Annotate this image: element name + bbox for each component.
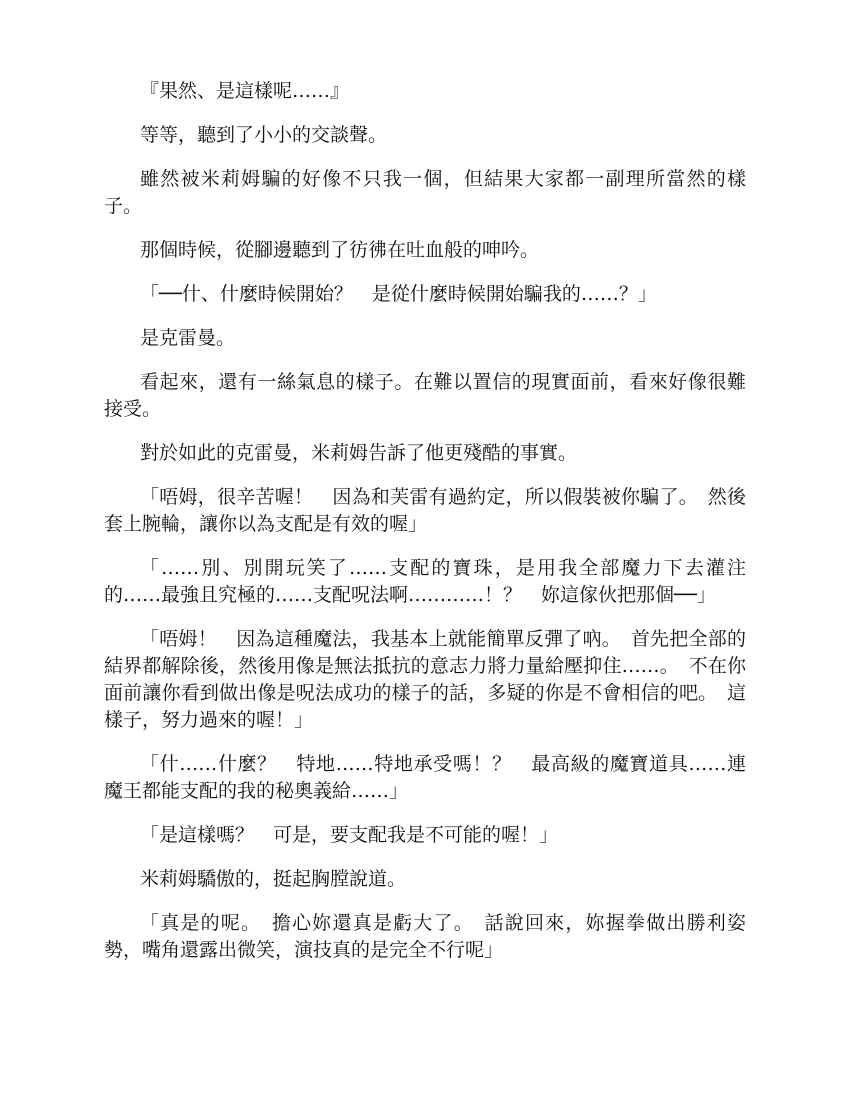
paragraph-12: 「什……什麼？ 特地……特地承受嗎！？ 最高級的魔寶道具……連魔王都能支配的我的秘奧義給……」 [104, 753, 746, 802]
paragraph-2: 等等，聽到了小小的交談聲。 [140, 124, 388, 146]
paragraph-10: 「……別、別開玩笑了……支配的寶珠，是用我全部魔力下去灌注的……最強且究極的……支配呪法啊…………！？ 妳這傢伙把那個──」 [104, 557, 746, 606]
paragraph-1: 『果然、是這樣呢……』 [140, 80, 350, 102]
paragraph-13: 「是這樣嗎？ 可是，要支配我是不可能的喔！」 [140, 824, 559, 846]
paragraph-14: 米莉姆驕傲的，挺起胸膛說道。 [140, 868, 407, 890]
paragraph-5: 「──什、什麼時候開始？ 是從什麼時候開始騙我的……？」 [140, 283, 657, 305]
paragraph-6: 是克雷曼。 [140, 327, 236, 349]
paragraph-7: 看起來，還有一絲氣息的樣子。在難以置信的現實面前，看來好像很難接受。 [104, 371, 746, 420]
paragraph-9: 「唔姆，很辛苦喔！ 因為和芙雷有過約定，所以假裝被你騙了。 然後套上腕輪，讓你以為支配是有效的喔」 [104, 486, 746, 535]
paragraph-11: 「唔姆！ 因為這種魔法，我基本上就能簡單反彈了吶。 首先把全部的結界都解除後，然後用像是無法抵抗的意志力將力量給壓抑住……。 不在你面前讓你看到做出像是呪法成功的樣子的話，多疑的你是不會相信的吧。 這樣子，努力過來的喔！」 [104, 628, 746, 731]
paragraph-15: 「真是的呢。 擔心妳還真是虧大了。 話說回來，妳握拳做出勝利姿勢，嘴角還露出微笑，演技真的是完全不行呢」 [104, 912, 746, 961]
paragraph-3: 雖然被米莉姆騙的好像不只我一個，但結果大家都一副理所當然的樣子。 [104, 168, 746, 217]
paragraph-8: 對於如此的克雷曼，米莉姆告訴了他更殘酷的事實。 [140, 442, 578, 464]
paragraph-4: 那個時候，從腳邊聽到了彷彿在吐血般的呻吟。 [140, 239, 540, 261]
